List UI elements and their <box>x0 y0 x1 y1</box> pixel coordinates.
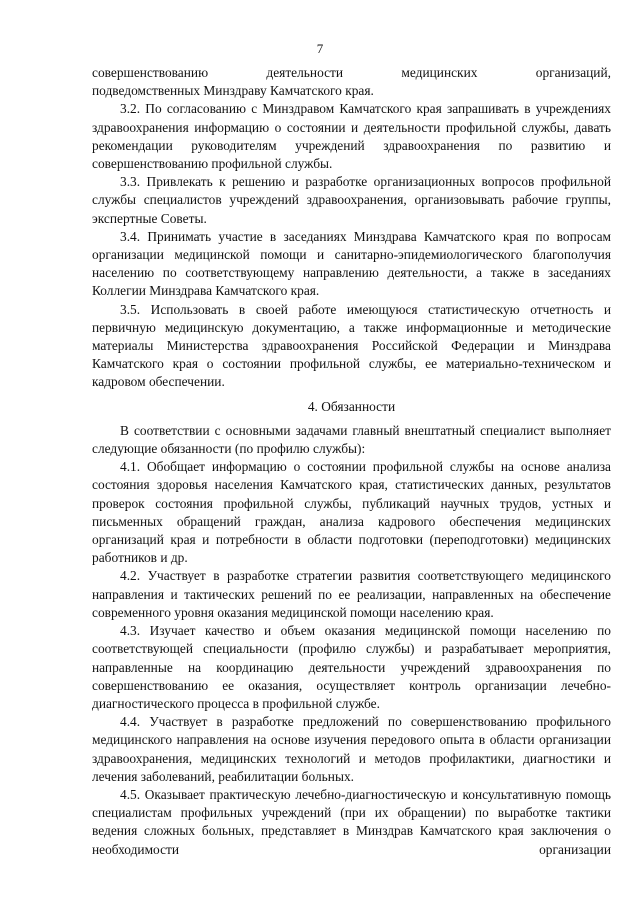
clause-4-4: 4.4. Участвует в разработке предложений по совершенствованию профильного медицинского направления на основе изучения передового опыта в области организации здравоохранения, медицинских технологий и методов профилактики, диагностики и лечения заболеваний, реабилитации больных. <box>92 714 611 784</box>
clause-4-3: 4.3. Изучает качество и объем оказания медицинской помощи населению по соответствующей специальности (профилю службы) и разрабатывает мероприятия, направленные на координацию деятельности учреждений здравоохранения по совершенствованию ее оказания, осуществляет контроль организации лечебно-диагностического процесса в профильной службе. <box>92 623 611 711</box>
continued-paragraph-end: подведомственных Минздраву Камчатского края. <box>92 83 374 99</box>
clause-4-5: 4.5. Оказывает практическую лечебно-диагностическую и консультативную помощь специалистам профильных учреждений (при их обращении) по выработке тактики ведения сложных больных, представляет в Минздрав Камчатского края заключения о необходимости организации <box>92 786 611 857</box>
section-heading-duties: 4. Обязанности <box>307 398 396 414</box>
section-4-intro: В соответствии с основными задачами главный внештатный специалист выполняет следующие обязанности (по профилю службы): <box>92 422 611 457</box>
page-number: 7 <box>316 41 324 56</box>
clause-4-1: 4.1. Обобщает информацию о состоянии профильной службы на основе анализа состояния здоровья населения Камчатского края, статистических данных, результатов проверок состояния профильной службы, публикаций научных трудов, устных и письменных обращений граждан, анализа кадрового обеспечения медицинских организаций края и потребности в области подготовки (переподготовки) медицинских работников и др. <box>92 459 611 566</box>
continued-paragraph-line: совершенствованию деятельности медицинских организаций, <box>92 65 611 80</box>
clause-3-3: 3.3. Привлекать к решению и разработке организационных вопросов профильной службы специалистов учреждений здравоохранения, организовывать рабочие группы, экспертные Советы. <box>92 174 611 226</box>
clause-3-2: 3.2. По согласованию с Минздравом Камчатского края запрашивать в учреждениях здравоохранения информацию о состоянии и деятельности профильной службы, давать рекомендации руководителям учреждений здравоохранения по развитию и совершенствованию профильной службы. <box>92 101 611 172</box>
clause-3-5: 3.5. Использовать в своей работе имеющуюся статистическую отчетность и первичную медицинскую документацию, а также информационные и методические материалы Министерства здравоохранения Российской Федерации и Минздрава Камчатского края о состоянии профильной службы, ее материально-техническом и кадровом обеспечении. <box>92 301 611 390</box>
clause-3-4: 3.4. Принимать участие в заседаниях Минздрава Камчатского края по вопросам организации медицинской помощи и санитарно-эпидемиологического благополучия населению по соответствующему направлению деятельности, а также в заседаниях Коллегии Минздрава Камчатского края. <box>92 228 611 299</box>
document-body <box>92 64 611 859</box>
clause-4-2: 4.2. Участвует в разработке стратегии развития соответствующего медицинского направления и тактических решений по ее реализации, направленных на обеспечение современного уровня оказания медицинской помощи населению края. <box>92 568 611 620</box>
